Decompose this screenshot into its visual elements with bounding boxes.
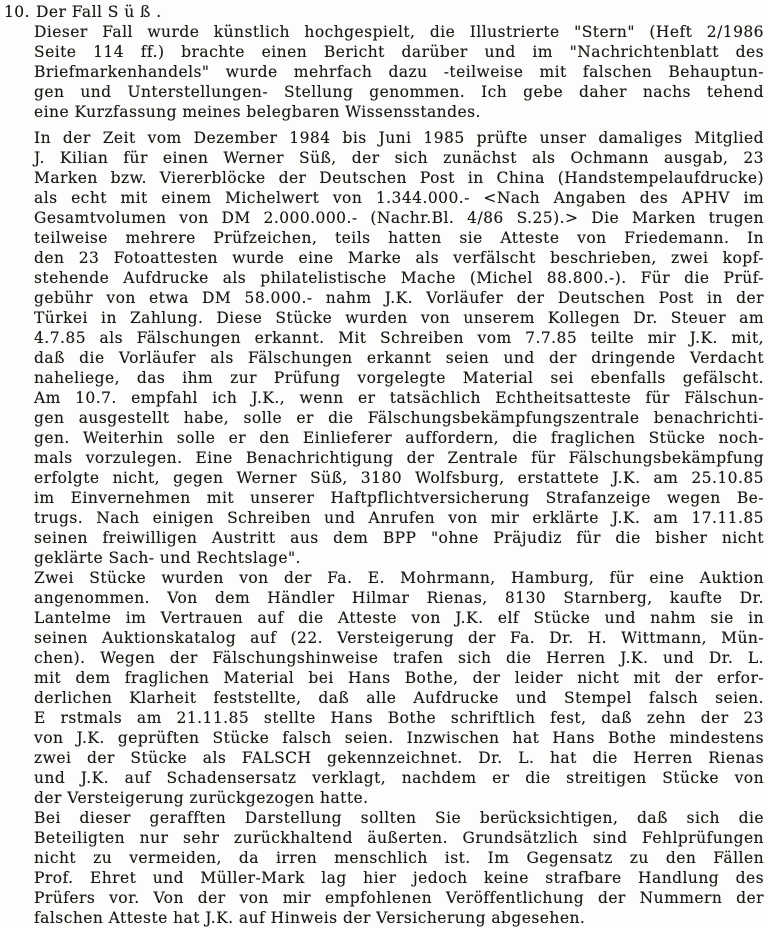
text-line: mit dem fraglichen Material bei Hans Bothe, der leider nicht mit der erfor- [34, 669, 764, 687]
text-line: In der Zeit vom Dezember 1984 bis Juni 1985 prüfte unser damaliges Mitglied [34, 129, 764, 147]
paragraph [34, 808, 764, 928]
text-line: Türkei in Zahlung. Diese Stücke wurden von unserem Kollegen Dr. Steuer am [34, 309, 764, 327]
text-line: und J.K. auf Schadensersatz verklagt, nachdem er die streitigen Stücke von [34, 769, 764, 787]
text-line: Briefmarkenhandels" wurde mehrfach dazu -teilweise mit falschen Behauptun- [34, 63, 764, 81]
text-line: seinen freiwilligen Austritt aus dem BPP "ohne Präjudiz für die bisher nicht [34, 529, 764, 547]
paragraph [34, 22, 764, 122]
text-line: Prüfers vor. Von der von mir empfohlenen Veröffentlichung der Nummern der [34, 889, 764, 907]
text-line: Zwei Stücke wurden von der Fa. E. Mohrmann, Hamburg, für eine Auktion [34, 569, 764, 587]
text-line: erfolgte nicht, gegen Werner Süß, 3180 Wolfsburg, erstattete J.K. am 25.10.85 [34, 469, 764, 487]
text-line: eine Kurzfassung meines belegbaren Wissensstandes. [34, 103, 481, 121]
text-line: Am 10.7. empfahl ich J.K., wenn er tatsächlich Echtheitsatteste für Fälschun- [34, 389, 764, 407]
paragraph [34, 128, 764, 568]
section-heading [0, 2, 768, 22]
text-line: trugs. Nach einigen Schreiben und Anrufen von mir erklärte J.K. am 17.11.85 [34, 509, 764, 527]
text-line: angenommen. Von dem Händler Hilmar Rienas, 8130 Starnberg, kaufte Dr. [34, 589, 764, 607]
text-line: derlichen Klarheit feststellte, daß alle Aufdrucke und Stempel falsch seien. [34, 689, 764, 707]
text-line: Prof. Ehret und Müller-Mark lag hier jedoch keine strafbare Handlung des [34, 869, 764, 887]
text-line: chen). Wegen der Fälschungshinweise trafen sich die Herren J.K. und Dr. L. [34, 649, 764, 667]
text-line: im Einvernehmen mit unserer Haftpflichtversicherung Strafanzeige wegen Be- [34, 489, 764, 507]
section-number: 10. [4, 3, 31, 21]
text-line: gen ausgestellt habe, solle er die Fälschungsbekämpfungszentrale benachrichti- [34, 409, 764, 427]
text-line: seinen Auktionskatalog auf (22. Versteigerung der Fa. Dr. H. Wittmann, Mün- [34, 629, 764, 647]
text-line: 4.7.85 als Fälschungen erkannt. Mit Schreiben vom 7.7.85 teilte mir J.K. mit, [34, 329, 764, 347]
text-line: Beteiligten nur sehr zurückhaltend äußerten. Grundsätzlich sind Fehlprüfungen [34, 829, 764, 847]
text-line: als echt mit einem Michelwert von 1.344.000.- <Nach Angaben des APHV im [34, 189, 764, 207]
text-line: naheliege, das ihm zur Prüfung vorgelegte Material sei ebenfalls gefälscht. [34, 369, 764, 387]
text-line: E rstmals am 21.11.85 stellte Hans Bothe schriftlich fest, daß zehn der 23 [34, 709, 764, 727]
document-body [34, 22, 764, 928]
text-line: von J.K. geprüften Stücke falsch seien. Inzwischen hat Hans Bothe mindestens [34, 729, 764, 747]
text-line: der Versteigerung zurückgezogen hatte. [34, 789, 369, 807]
text-line: teilweise mehrere Prüfzeichen, teils hatten sie Atteste von Friedemann. In [34, 229, 764, 247]
text-line: gen. Weiterhin solle er den Einlieferer auffordern, die fraglichen Stücke noch- [34, 429, 764, 447]
text-line: Bei dieser gerafften Darstellung sollten Sie berücksichtigen, daß sich die [34, 809, 764, 827]
text-line: Dieser Fall wurde künstlich hochgespielt, die Illustrierte "Stern" (Heft 2/1986 [34, 23, 764, 41]
text-line: den 23 Fotoattesten wurde eine Marke als verfälscht beschrieben, zwei kopf- [34, 249, 764, 267]
text-line: J. Kilian für einen Werner Süß, der sich zunächst als Ochmann ausgab, 23 [34, 149, 764, 167]
paragraph [34, 568, 764, 808]
text-line: falschen Atteste hat J.K. auf Hinweis der Versicherung abgesehen. [34, 909, 586, 927]
text-line: geklärte Sach- und Rechtslage". [34, 549, 301, 567]
text-line: gen und Unterstellungen- Stellung genommen. Ich gebe daher nachs tehend [34, 83, 764, 101]
text-line: Marken bzw. Viererblöcke der Deutschen Post in China (Handstempelaufdrucke) [34, 169, 764, 187]
text-line: stehende Aufdrucke als philatelistische Mache (Michel 88.800.-). Für die Prüf- [34, 269, 764, 287]
text-line: zwei der Stücke als FALSCH gekennzeichnet. Dr. L. hat die Herren Rienas [34, 749, 764, 767]
text-line: mals vorzulegen. Eine Benachrichtigung der Zentrale für Fälschungsbekämpfung [34, 449, 764, 467]
section-title: Der Fall S ü ß . [36, 3, 162, 21]
text-line: daß die Vorläufer als Fälschungen erkannt seien und der dringende Verdacht [34, 349, 764, 367]
text-line: Lantelme im Vertrauen auf die Atteste von J.K. elf Stücke und nahm sie in [34, 609, 764, 627]
text-line: nicht zu vermeiden, da irren menschlich ist. Im Gegensatz zu den Fällen [34, 849, 764, 867]
text-line: Seite 114 ff.) brachte einen Bericht darüber und im "Nachrichtenblatt des [34, 43, 764, 61]
text-line: Gesamtvolumen von DM 2.000.000.- (Nachr.Bl. 4/86 S.25).> Die Marken trugen [34, 209, 764, 227]
text-line: gebühr von etwa DM 58.000.- nahm J.K. Vorläufer der Deutschen Post in der [34, 289, 764, 307]
